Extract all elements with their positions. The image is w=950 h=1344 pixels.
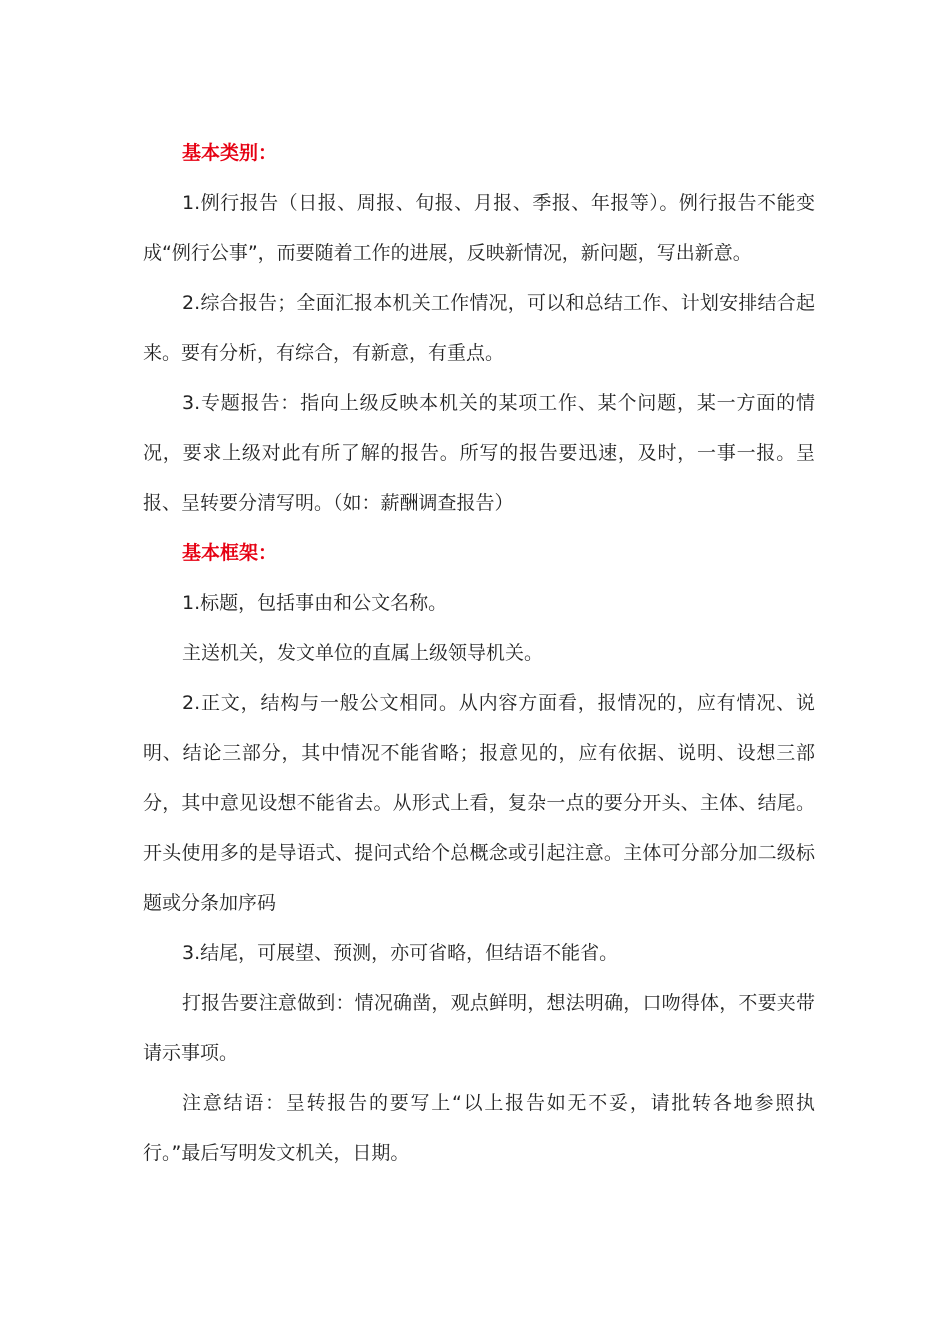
paragraph-ending: 3.结尾，可展望、预测，亦可省略，但结语不能省。	[182, 942, 619, 964]
heading-basic-framework: 基本框架：	[182, 542, 278, 564]
paragraph-title: 1.标题，包括事由和公文名称。	[182, 592, 448, 614]
paragraph-special-report: 3.专题报告：指向上级反映本机关的某项工作、某个问题，某一方面的情况，要求上级对此有所了解的报告。所写的报告要迅速，及时，一事一报。呈报、呈转要分清写明。（如：薪酬调查报告）	[143, 392, 815, 514]
paragraph-main-recipient: 主送机关，发文单位的直属上级领导机关。	[182, 642, 544, 664]
paragraph-attention-points: 打报告要注意做到：情况确凿，观点鲜明，想法明确，口吻得体，不要夹带请示事项。	[143, 992, 815, 1064]
paragraph-comprehensive-report: 2.综合报告；全面汇报本机关工作情况，可以和总结工作、计划安排结合起来。要有分析，有综合，有新意，有重点。	[143, 292, 815, 364]
document-body	[143, 128, 815, 1178]
paragraph-body-text: 2.正文，结构与一般公文相同。从内容方面看，报情况的，应有情况、说明、结论三部分，其中情况不能省略；报意见的，应有依据、说明、设想三部分，其中意见设想不能省去。从形式上看，复杂一点的要分开头、主体、结尾。开头使用多的是导语式、提问式给个总概念或引起注意。主体可分部分加二级标题或分条加序码	[143, 692, 815, 914]
heading-basic-categories: 基本类别：	[182, 142, 278, 164]
paragraph-routine-report: 1.例行报告（日报、周报、旬报、月报、季报、年报等）。例行报告不能变成“例行公事”，而要随着工作的进展，反映新情况，新问题，写出新意。	[143, 192, 815, 264]
paragraph-closing-phrase: 注意结语：呈转报告的要写上“以上报告如无不妥，请批转各地参照执行。”最后写明发文机关，日期。	[143, 1092, 815, 1164]
